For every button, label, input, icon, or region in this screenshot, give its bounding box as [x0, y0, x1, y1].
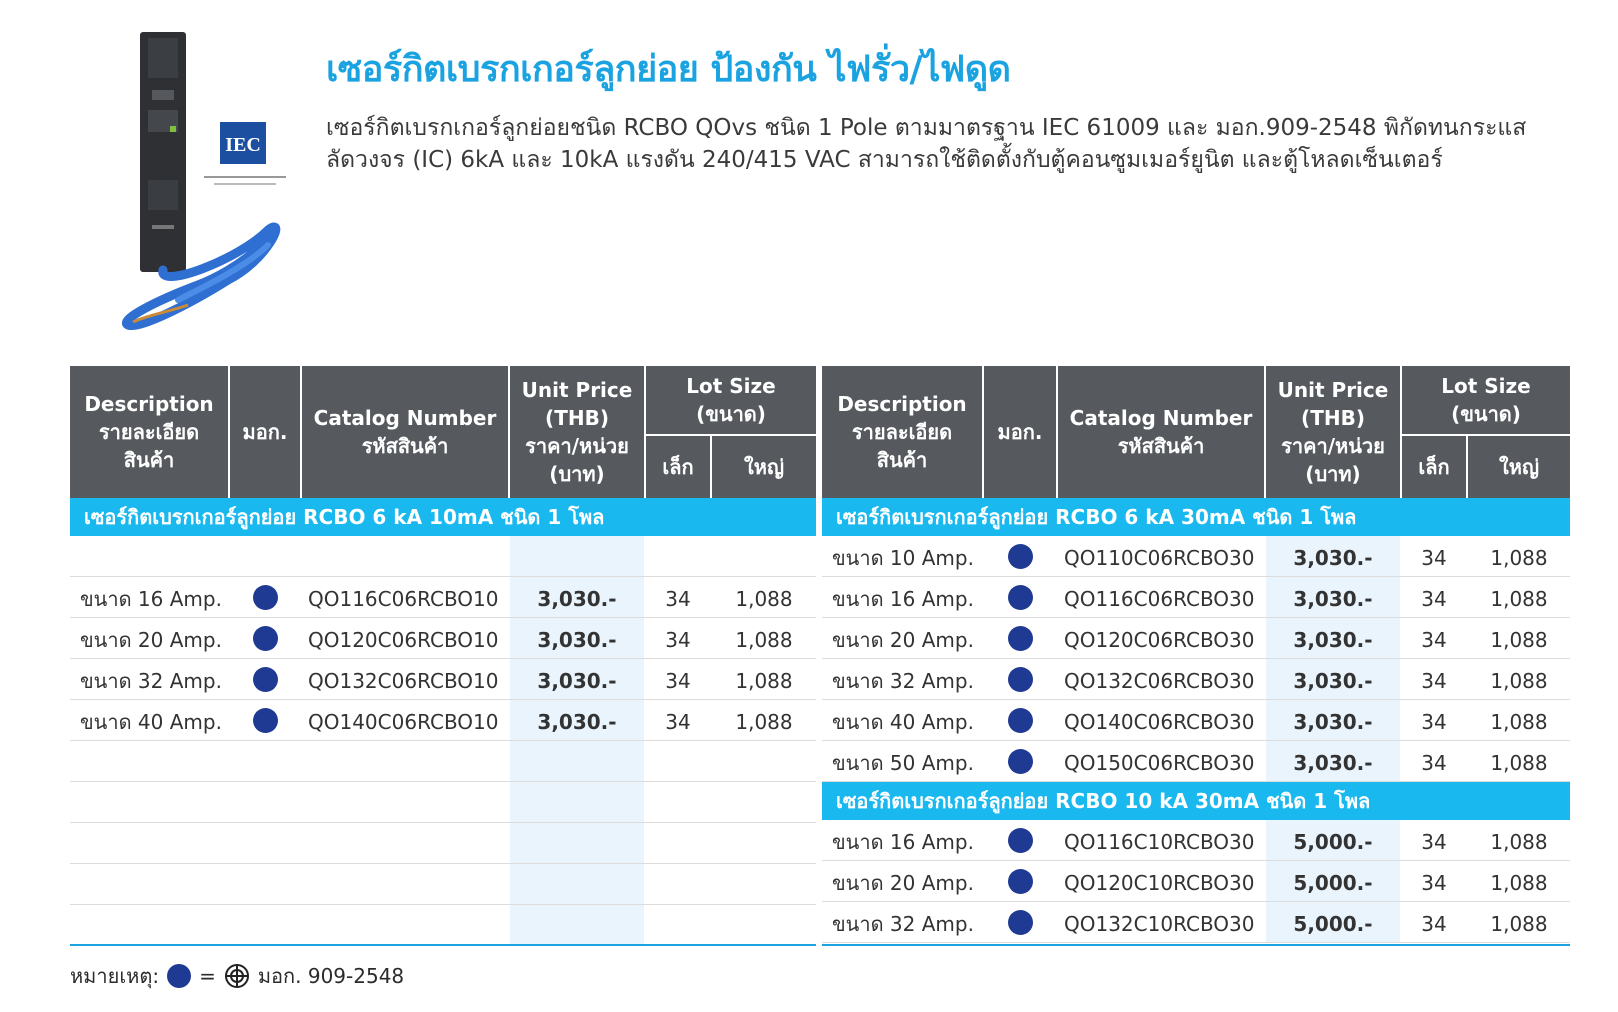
cell-tis — [984, 820, 1056, 860]
cell-unit-price: 3,030.- — [1293, 628, 1373, 652]
tis-dot-icon — [1008, 626, 1033, 651]
cell-unit-price — [510, 741, 644, 781]
col-tis: มอก. — [984, 366, 1056, 498]
cell-lot-big: 1,088 — [1490, 751, 1548, 775]
cell-tis — [230, 618, 300, 658]
page-title: เซอร์กิตเบรกเกอร์ลูกย่อย ป้องกัน ไฟรั่ว/ไฟดูด — [326, 49, 1011, 90]
cell-description: ขนาด 20 Amp. — [832, 628, 974, 652]
table-row — [822, 741, 1570, 782]
cell-unit-price: 3,030.- — [537, 669, 617, 693]
table-row — [70, 659, 816, 700]
cell-description: ขนาด 20 Amp. — [80, 628, 222, 652]
table-row — [822, 659, 1570, 700]
cell-lot-big: 1,088 — [1490, 669, 1548, 693]
cell-lot-big: 1,088 — [1490, 587, 1548, 611]
col-unit-price: Unit Price (THB) ราคา/หน่วย (บาท) — [510, 366, 644, 498]
cell-catalog-number — [302, 905, 508, 945]
table-row — [70, 618, 816, 659]
tis-dot-icon — [1008, 585, 1033, 610]
cell-description: ขนาด 32 Amp. — [832, 912, 974, 936]
cell-lot-big: 1,088 — [735, 710, 793, 734]
cell-catalog-number — [302, 823, 508, 863]
cell-catalog-number: QO132C06RCBO10 — [308, 669, 499, 693]
col-lot-size: Lot Size (ขนาด) เล็ก ใหญ่ — [1402, 366, 1570, 498]
cell-tis — [984, 577, 1056, 617]
cell-catalog-number: QO120C06RCBO30 — [1064, 628, 1255, 652]
cell-lot-small: 34 — [1421, 710, 1447, 734]
table-body — [70, 536, 816, 946]
table-body — [822, 820, 1570, 943]
tis-dot-icon — [1008, 828, 1033, 853]
cell-catalog-number: QO132C10RCBO30 — [1064, 912, 1255, 936]
cell-unit-price: 3,030.- — [1293, 546, 1373, 570]
cell-description: ขนาด 50 Amp. — [832, 751, 974, 775]
cell-unit-price: 3,030.- — [1293, 710, 1373, 734]
cell-description: ขนาด 20 Amp. — [832, 871, 974, 895]
cell-lot-big: 1,088 — [735, 669, 793, 693]
col-lot-small: เล็ก — [646, 436, 710, 498]
col-description: Description รายละเอียด สินค้า — [822, 366, 982, 498]
table-row — [822, 536, 1570, 577]
footnote-equals: = — [199, 964, 216, 988]
tis-dot-icon — [1008, 869, 1033, 894]
cell-description: ขนาด 32 Amp. — [80, 669, 222, 693]
table-row — [822, 700, 1570, 741]
table-row — [70, 905, 816, 946]
cell-catalog-number — [302, 782, 508, 822]
iec-logo — [204, 122, 286, 185]
cell-lot-small — [646, 864, 710, 904]
price-table-left — [70, 366, 816, 946]
cell-unit-price — [510, 536, 644, 576]
cell-lot-small: 34 — [665, 669, 691, 693]
cell-tis — [984, 902, 1056, 942]
cell-lot-small — [646, 741, 710, 781]
tis-dot-icon — [1008, 749, 1033, 774]
cell-lot-big — [712, 905, 816, 945]
section-title: เซอร์กิตเบรกเกอร์ลูกย่อย RCBO 6 kA 10mA ชนิด 1 โพล — [70, 498, 816, 536]
cell-unit-price: 5,000.- — [1293, 830, 1373, 854]
cell-description: ขนาด 32 Amp. — [832, 669, 974, 693]
col-lot-big: ใหญ่ — [712, 436, 816, 498]
cell-catalog-number — [302, 536, 508, 576]
cell-lot-big — [712, 864, 816, 904]
cell-description: ขนาด 16 Amp. — [832, 587, 974, 611]
tis-dot-icon — [253, 585, 278, 610]
cell-catalog-number: QO116C06RCBO10 — [308, 587, 499, 611]
tis-dot-icon — [1008, 544, 1033, 569]
cell-lot-big — [712, 823, 816, 863]
cell-tis — [230, 659, 300, 699]
col-description: Description รายละเอียด สินค้า — [70, 366, 228, 498]
price-table-right — [822, 366, 1570, 943]
col-tis: มอก. — [230, 366, 300, 498]
cell-description: ขนาด 40 Amp. — [80, 710, 222, 734]
cell-catalog-number: QO140C06RCBO10 — [308, 710, 499, 734]
cell-lot-small: 34 — [1421, 871, 1447, 895]
tis-dot-icon — [1008, 708, 1033, 733]
product-description: เซอร์กิตเบรกเกอร์ลูกย่อยชนิด RCBO QOvs ชนิด 1 Pole ตามมาตรฐาน IEC 61009 และ มอก.909-2548 พิกัดทนกระแสลัดวงจร (IC) 6kA และ 10kA แรงดัน 240/415 VAC สามารถใช้ติดตั้งกับตู้คอนซูมเมอร์ยูนิต และตู้โหลดเซ็นเตอร์ — [326, 115, 1527, 173]
cell-lot-small — [646, 823, 710, 863]
cell-tis — [230, 536, 300, 576]
table-row — [70, 700, 816, 741]
cell-tis — [984, 861, 1056, 901]
table-row — [70, 741, 816, 782]
cell-lot-big: 1,088 — [1490, 912, 1548, 936]
cell-unit-price: 5,000.- — [1293, 912, 1373, 936]
col-lot-size: Lot Size (ขนาด) เล็ก ใหญ่ — [646, 366, 816, 498]
tis-dot-icon — [253, 708, 278, 733]
table-row — [822, 577, 1570, 618]
cell-tis — [230, 700, 300, 740]
cell-description: ขนาด 16 Amp. — [80, 587, 222, 611]
tis-dot-icon — [1008, 667, 1033, 692]
table-row — [822, 618, 1570, 659]
cell-description — [70, 823, 228, 863]
cell-description — [70, 782, 228, 822]
table-row — [70, 864, 816, 905]
cell-lot-small: 34 — [665, 710, 691, 734]
cell-tis — [230, 741, 300, 781]
cell-tis — [230, 577, 300, 617]
cell-catalog-number: QO110C06RCBO30 — [1064, 546, 1255, 570]
cell-lot-small: 34 — [1421, 669, 1447, 693]
cell-unit-price — [510, 905, 644, 945]
cell-unit-price — [510, 823, 644, 863]
cell-unit-price: 3,030.- — [537, 587, 617, 611]
svg-text:IEC: IEC — [225, 134, 261, 156]
cell-unit-price — [510, 864, 644, 904]
cell-lot-big: 1,088 — [1490, 710, 1548, 734]
cell-tis — [984, 659, 1056, 699]
cell-catalog-number — [302, 741, 508, 781]
section-title: เซอร์กิตเบรกเกอร์ลูกย่อย RCBO 6 kA 30mA ชนิด 1 โพล — [822, 498, 1570, 536]
table-row — [70, 536, 816, 577]
cell-lot-big: 1,088 — [1490, 871, 1548, 895]
cell-tis — [230, 782, 300, 822]
cell-tis — [984, 700, 1056, 740]
tis-dot-icon — [253, 626, 278, 651]
cell-catalog-number: QO120C10RCBO30 — [1064, 871, 1255, 895]
table-row — [822, 902, 1570, 943]
cell-tis — [230, 864, 300, 904]
cell-lot-small: 34 — [1421, 830, 1447, 854]
cell-catalog-number: QO116C10RCBO30 — [1064, 830, 1255, 854]
cell-tis — [230, 823, 300, 863]
cell-description — [70, 536, 228, 576]
cell-unit-price — [510, 782, 644, 822]
cell-unit-price: 3,030.- — [1293, 669, 1373, 693]
cell-description: ขนาด 10 Amp. — [832, 546, 974, 570]
cell-lot-big: 1,088 — [1490, 830, 1548, 854]
cell-lot-small — [646, 782, 710, 822]
table-row — [822, 861, 1570, 902]
footnote — [70, 960, 404, 992]
cell-lot-big — [712, 782, 816, 822]
table-header — [822, 366, 1570, 498]
footnote-standard: มอก. 909-2548 — [257, 964, 405, 988]
cell-lot-small: 34 — [1421, 546, 1447, 570]
table-bottom-rule — [70, 944, 816, 946]
col-lot-small: เล็ก — [1402, 436, 1466, 498]
cell-lot-small: 34 — [665, 587, 691, 611]
cell-lot-big — [712, 536, 816, 576]
cell-description — [70, 741, 228, 781]
cell-lot-big: 1,088 — [735, 628, 793, 652]
tis-dot-icon — [1008, 910, 1033, 935]
col-lot-big: ใหญ่ — [1468, 436, 1570, 498]
table-bottom-rule — [822, 944, 1570, 946]
cell-lot-big: 1,088 — [1490, 628, 1548, 652]
table-row — [70, 782, 816, 823]
cell-unit-price: 3,030.- — [537, 710, 617, 734]
cell-tis — [984, 618, 1056, 658]
cell-lot-small: 34 — [1421, 912, 1447, 936]
cell-description — [70, 905, 228, 945]
cell-unit-price: 5,000.- — [1293, 871, 1373, 895]
cell-unit-price: 3,030.- — [1293, 751, 1373, 775]
table-row — [70, 823, 816, 864]
table-row — [822, 820, 1570, 861]
cell-unit-price: 3,030.- — [537, 628, 617, 652]
cell-unit-price: 3,030.- — [1293, 587, 1373, 611]
tis-standard-mark-icon — [224, 963, 250, 989]
cell-tis — [984, 536, 1056, 576]
cell-catalog-number: QO116C06RCBO30 — [1064, 587, 1255, 611]
section-title: เซอร์กิตเบรกเกอร์ลูกย่อย RCBO 10 kA 30mA ชนิด 1 โพล — [822, 782, 1570, 820]
cell-description: ขนาด 16 Amp. — [832, 830, 974, 854]
cell-lot-small — [646, 905, 710, 945]
cell-description — [70, 864, 228, 904]
cell-lot-small: 34 — [1421, 628, 1447, 652]
tis-dot-icon — [167, 964, 191, 988]
cell-catalog-number: QO120C06RCBO10 — [308, 628, 499, 652]
cell-lot-big: 1,088 — [735, 587, 793, 611]
cell-lot-small — [646, 536, 710, 576]
cell-lot-small: 34 — [665, 628, 691, 652]
col-unit-price: Unit Price (THB) ราคา/หน่วย (บาท) — [1266, 366, 1400, 498]
cell-lot-small: 34 — [1421, 751, 1447, 775]
product-image — [118, 30, 308, 340]
tis-dot-icon — [253, 667, 278, 692]
cell-catalog-number: QO132C06RCBO30 — [1064, 669, 1255, 693]
col-catalog: Catalog Number รหัสสินค้า — [302, 366, 508, 498]
cell-description: ขนาด 40 Amp. — [832, 710, 974, 734]
cell-catalog-number — [302, 864, 508, 904]
cell-tis — [230, 905, 300, 945]
footnote-label: หมายเหตุ: — [70, 964, 160, 988]
cell-catalog-number: QO140C06RCBO30 — [1064, 710, 1255, 734]
cell-tis — [984, 741, 1056, 781]
col-catalog: Catalog Number รหัสสินค้า — [1058, 366, 1264, 498]
cell-lot-big — [712, 741, 816, 781]
cell-lot-big: 1,088 — [1490, 546, 1548, 570]
cell-lot-small: 34 — [1421, 587, 1447, 611]
table-row — [70, 577, 816, 618]
table-body — [822, 536, 1570, 782]
table-header — [70, 366, 816, 498]
cell-catalog-number: QO150C06RCBO30 — [1064, 751, 1255, 775]
